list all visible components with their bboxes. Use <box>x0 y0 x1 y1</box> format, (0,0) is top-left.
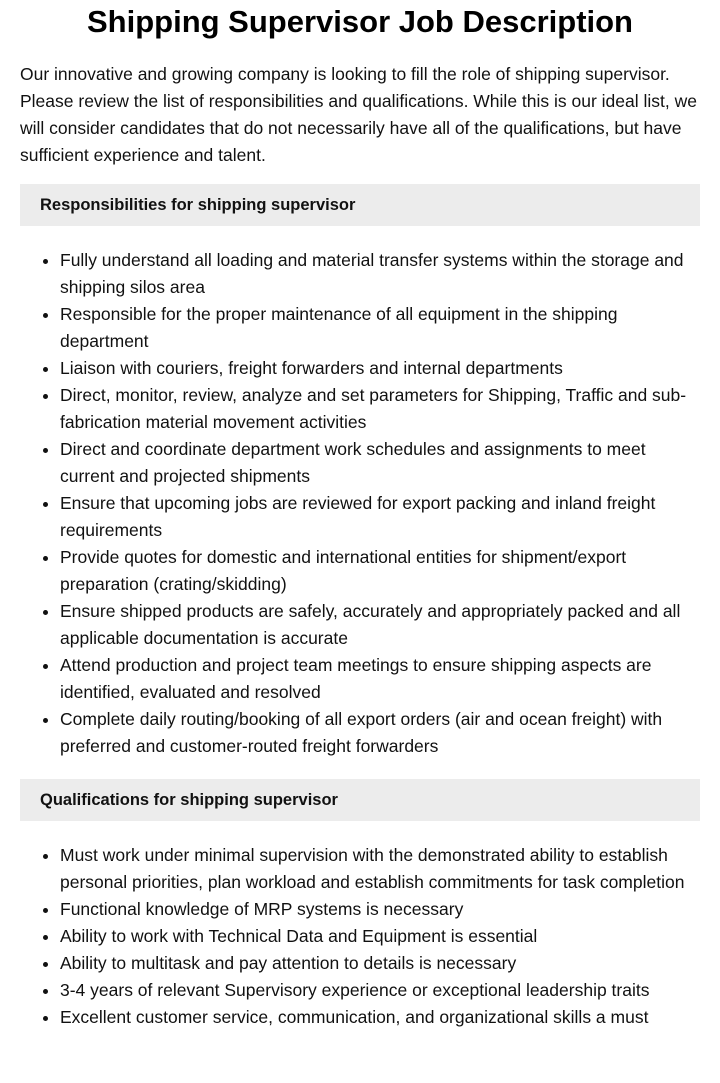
intro-paragraph: Our innovative and growing company is looking to fill the role of shipping supervisor. Please review the list of responsibilities and qualifications. While this is our ideal list, we will consider candidates that do not necessarily have all of the qualifications, but have sufficient experience and talent. <box>20 64 697 165</box>
page-title: Shipping Supervisor Job Description <box>86 4 633 39</box>
responsibilities-list <box>20 247 700 760</box>
list-item: • Attend production and project team meetings to ensure shipping aspects are identified, evaluated and resolved <box>60 652 700 706</box>
list-item: • Provide quotes for domestic and international entities for shipment/export preparation (crating/skidding) <box>60 544 700 598</box>
qualifications-list <box>20 842 700 1031</box>
list-item: • Direct and coordinate department work schedules and assignments to meet current and projected shipments <box>60 436 700 490</box>
list-item: • Ability to multitask and pay attention to details is necessary <box>60 950 700 977</box>
list-item: • Responsible for the proper maintenance of all equipment in the shipping department <box>60 301 700 355</box>
list-item: • Fully understand all loading and material transfer systems within the storage and shipping silos area <box>60 247 700 301</box>
qualifications-heading: Qualifications for shipping supervisor <box>20 779 700 821</box>
list-item: • Ensure that upcoming jobs are reviewed for export packing and inland freight requirements <box>60 490 700 544</box>
list-item: • Must work under minimal supervision with the demonstrated ability to establish personal priorities, plan workload and establish commitments for task completion <box>60 842 700 896</box>
list-item: • Ability to work with Technical Data and Equipment is essential <box>60 923 700 950</box>
list-item: • Ensure shipped products are safely, accurately and appropriately packed and all applicable documentation is accurate <box>60 598 700 652</box>
list-item: • Excellent customer service, communication, and organizational skills a must <box>60 1004 700 1031</box>
list-item: • Liaison with couriers, freight forwarders and internal departments <box>60 355 700 382</box>
list-item: • Functional knowledge of MRP systems is necessary <box>60 896 700 923</box>
list-item: • Direct, monitor, review, analyze and set parameters for Shipping, Traffic and sub-fabrication material movement activities <box>60 382 700 436</box>
list-item: • Complete daily routing/booking of all export orders (air and ocean freight) with preferred and customer-routed freight forwarders <box>60 706 700 760</box>
list-item: • 3-4 years of relevant Supervisory experience or exceptional leadership traits <box>60 977 700 1004</box>
responsibilities-heading: Responsibilities for shipping supervisor <box>20 184 700 226</box>
